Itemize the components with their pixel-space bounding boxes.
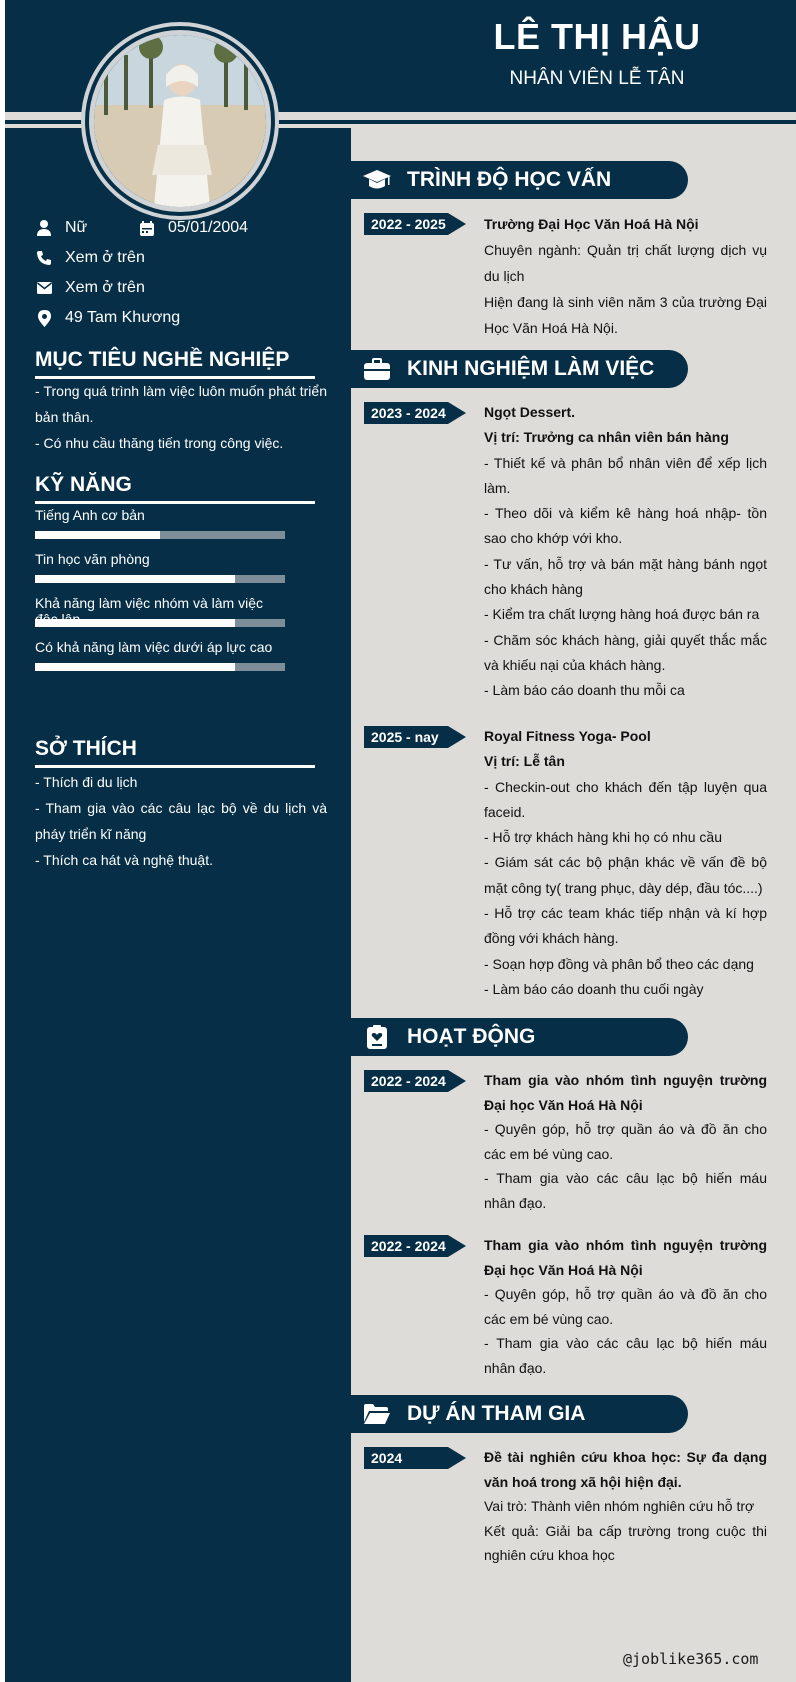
user-icon xyxy=(35,219,53,237)
objective-line: - Trong quá trình làm việc luôn muốn phát triển bản thân. xyxy=(35,383,327,425)
period-label: 2022 - 2024 xyxy=(364,1070,448,1092)
entry-line: - Giám sát các bộ phận khác về vấn đề bộ mặt công ty( trang phục, dày dép, đầu tóc....) xyxy=(484,854,767,896)
email-row xyxy=(35,279,145,297)
entry-line: - Tham gia vào các câu lạc bộ hiến máu nhân đạo. xyxy=(484,1170,767,1211)
experience-period-tag xyxy=(364,726,466,748)
entry-heading: Royal Fitness Yoga- Pool xyxy=(484,728,651,744)
projects-title: DỰ ÁN THAM GIA xyxy=(407,1402,586,1425)
entry-line: - Hỗ trợ khách hàng khi họ có nhu cầu xyxy=(484,829,722,846)
gender-row xyxy=(35,219,87,237)
skill-label: Tiếng Anh cơ bản xyxy=(35,507,145,523)
email-value: Xem ở trên xyxy=(65,279,145,296)
mail-icon xyxy=(35,279,53,297)
education-title: TRÌNH ĐỘ HỌC VẤN xyxy=(407,168,612,191)
activity-period-tag xyxy=(364,1070,466,1092)
period-arrow xyxy=(448,726,466,748)
project-entry xyxy=(484,1445,767,1568)
skill-bar xyxy=(35,575,285,583)
period-arrow xyxy=(448,213,466,235)
skill-item xyxy=(35,507,285,539)
cv-page xyxy=(5,0,796,1682)
candidate-name: LÊ THỊ HẬU xyxy=(493,16,701,57)
objective-text xyxy=(35,378,327,456)
hobbies-heading: SỞ THÍCH xyxy=(35,737,137,760)
activity-entry xyxy=(484,1068,767,1215)
entry-heading: Ngọt Dessert. xyxy=(484,404,576,420)
hobby-line: - Thích ca hát và nghệ thuật. xyxy=(35,852,213,868)
activities-heading xyxy=(351,1018,688,1056)
calendar-icon xyxy=(138,219,156,237)
activity-entry xyxy=(484,1233,767,1380)
candidate-job-title: NHÂN VIÊN LỄ TÂN xyxy=(509,68,685,89)
address-value: 49 Tam Khương xyxy=(65,309,181,326)
entry-line: - Thiết kế và phân bổ nhân viên để xếp lịch làm. xyxy=(484,454,767,496)
entry-line: Vai trò: Thành viên nhóm nghiên cứu hỗ trợ xyxy=(484,1498,755,1514)
hobby-line: - Thích đi du lịch xyxy=(35,774,138,790)
entry-heading: Tham gia vào nhóm tình nguyện trường Đại học Văn Hoá Hà Nội xyxy=(484,1237,767,1278)
hobby-line: - Tham gia vào các câu lạc bộ về du lịch và pháy triển kĩ năng xyxy=(35,800,327,842)
entry-line: - Tư vấn, hỗ trợ và bán mặt hàng bánh ngọt cho khách hàng xyxy=(484,555,767,598)
period-label: 2023 - 2024 xyxy=(364,402,448,424)
period-label: 2024 xyxy=(364,1447,448,1469)
entry-line: - Quyên góp, hỗ trợ quần áo và đồ ăn cho các em bé vùng cao. xyxy=(484,1121,767,1162)
experience-entry xyxy=(484,724,767,1002)
entry-line: Chuyên ngành: Quản trị chất lượng dịch vụ du lịch xyxy=(484,242,767,284)
period-arrow xyxy=(448,1447,466,1469)
address-row xyxy=(35,309,180,327)
skill-fill xyxy=(35,531,160,539)
entry-role: Vị trí: Trưởng ca nhân viên bán hàng xyxy=(484,429,729,446)
skills-rule xyxy=(35,501,315,504)
footer-watermark: @joblike365.com xyxy=(623,1650,759,1668)
education-period-tag xyxy=(364,213,466,235)
entry-line: - Hỗ trợ các team khác tiếp nhận và kí hợp đồng với khách hàng. xyxy=(484,905,767,947)
entry-heading: Đề tài nghiên cứu khoa học: Sự đa dạng văn hoá trong xã hội hiện đại. xyxy=(484,1449,767,1490)
entry-line: - Checkin-out cho khách đến tập luyện qua faceid. xyxy=(484,778,767,820)
entry-line: Hiện đang là sinh viên năm 3 của trường Đại Học Văn Hoá Hà Nội. xyxy=(484,294,767,336)
skill-item xyxy=(35,595,285,627)
project-period-tag xyxy=(364,1447,466,1469)
phone-icon xyxy=(35,249,53,267)
entry-line: Kết quả: Giải ba cấp trường trong cuộc thi nghiên cứu khoa học xyxy=(484,1522,767,1563)
skill-item xyxy=(35,551,285,583)
skill-label: Khả năng làm việc nhóm và làm việc xyxy=(35,595,263,611)
entry-line: - Làm báo cáo doanh thu mỗi ca xyxy=(484,682,685,699)
skill-bar xyxy=(35,531,285,539)
activity-period-tag xyxy=(364,1235,466,1257)
entry-line: - Tham gia vào các câu lạc bộ hiến máu nhân đạo. xyxy=(484,1335,767,1376)
period-arrow xyxy=(448,402,466,424)
projects-heading xyxy=(351,1395,688,1433)
period-arrow xyxy=(448,1070,466,1092)
phone-row xyxy=(35,249,145,267)
hobbies-text xyxy=(35,769,327,873)
entry-line: - Quyên góp, hỗ trợ quần áo và đồ ăn cho các em bé vùng cao. xyxy=(484,1286,767,1327)
skills-heading: KỸ NĂNG xyxy=(35,473,132,496)
experience-heading xyxy=(351,350,688,388)
period-label: 2025 - nay xyxy=(364,726,448,748)
entry-line: - Chăm sóc khách hàng, giải quyết thắc mắc và khiếu nại của khách hàng. xyxy=(484,631,767,673)
experience-title: KINH NGHIỆM LÀM VIỆC xyxy=(407,357,655,380)
period-label: 2022 - 2024 xyxy=(364,1235,448,1257)
avatar xyxy=(89,30,271,212)
entry-line: - Làm báo cáo doanh thu cuối ngày xyxy=(484,980,704,997)
period-arrow xyxy=(448,1235,466,1257)
experience-period-tag xyxy=(364,402,466,424)
education-entry xyxy=(484,211,767,341)
objective-heading: MỤC TIÊU NGHỀ NGHIỆP xyxy=(35,348,290,371)
hobbies-rule xyxy=(35,765,315,768)
avatar-photo xyxy=(94,35,266,207)
map-pin-icon xyxy=(35,309,53,327)
skill-bar xyxy=(35,619,285,627)
objective-line: - Có nhu cầu thăng tiến trong công việc. xyxy=(35,435,284,451)
briefcase-icon xyxy=(363,355,391,383)
folder-open-icon xyxy=(363,1400,391,1428)
graduation-cap-icon xyxy=(363,166,391,194)
entry-heading: Trường Đại Học Văn Hoá Hà Nội xyxy=(484,216,699,232)
education-heading xyxy=(351,161,688,199)
skill-label: Có khả năng làm việc dưới áp lực cao xyxy=(35,639,273,655)
badge-icon xyxy=(363,1023,391,1051)
skill-fill xyxy=(35,663,235,671)
entry-line: - Kiểm tra chất lượng hàng hoá được bán ra xyxy=(484,606,760,623)
skill-fill xyxy=(35,575,235,583)
activities-title: HOẠT ĐỘNG xyxy=(407,1025,536,1048)
entry-role: Vị trí: Lễ tân xyxy=(484,753,565,770)
entry-line: - Soạn hợp đồng và phân bổ theo các dạng xyxy=(484,955,754,972)
experience-entry xyxy=(484,400,767,704)
gender-value: Nữ xyxy=(65,219,88,236)
skill-bar xyxy=(35,663,285,671)
skill-item xyxy=(35,639,285,671)
skill-fill xyxy=(35,619,235,627)
skill-label: Tin học văn phòng xyxy=(35,551,150,567)
birthdate-row xyxy=(138,219,248,237)
entry-heading: Tham gia vào nhóm tình nguyện trường Đại học Văn Hoá Hà Nội xyxy=(484,1072,767,1113)
phone-value: Xem ở trên xyxy=(65,249,145,266)
period-label: 2022 - 2025 xyxy=(364,213,448,235)
birthdate-value: 05/01/2004 xyxy=(168,219,249,236)
entry-line: - Theo dõi và kiểm kê hàng hoá nhập- tồn sao cho khớp với kho. xyxy=(484,505,767,547)
